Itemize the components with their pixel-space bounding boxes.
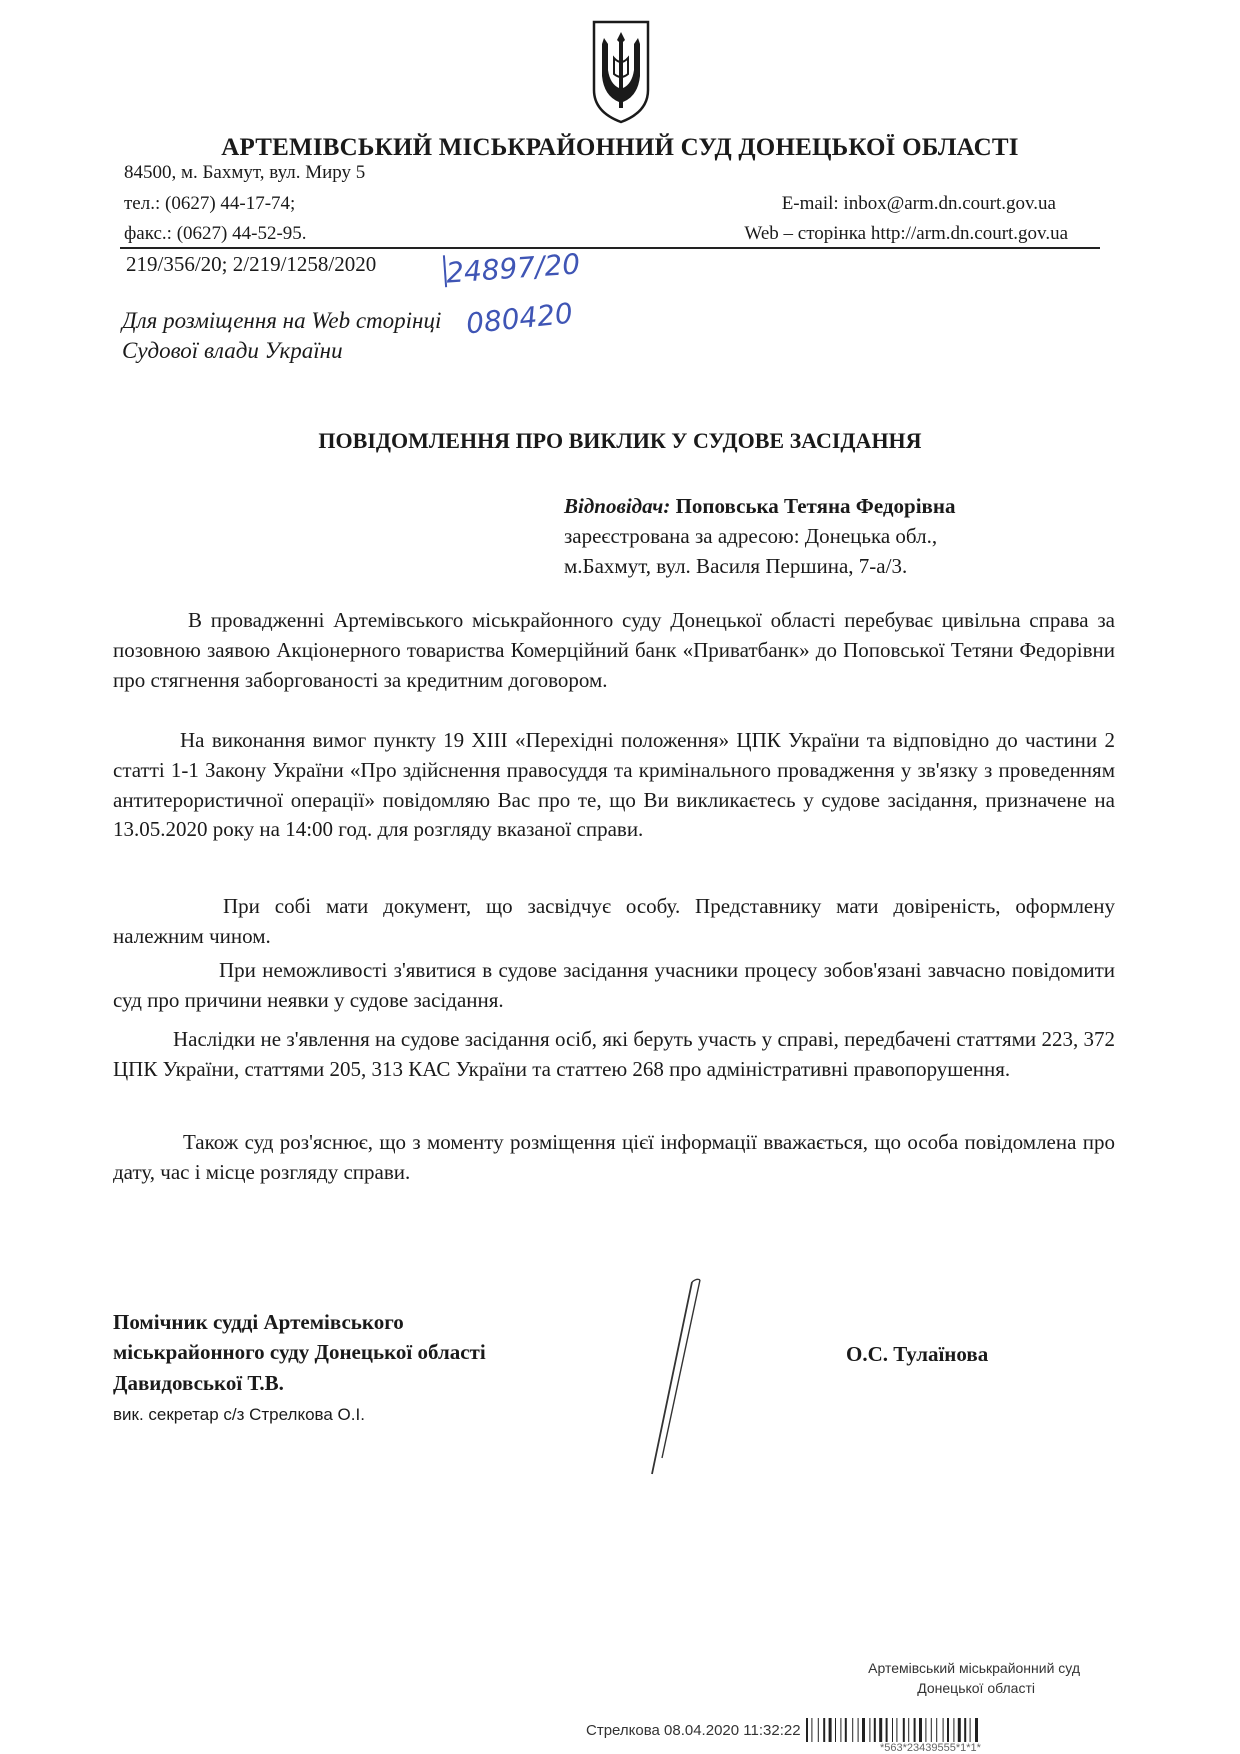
barcode-bar: [862, 1718, 865, 1742]
publication-note-line2: Судової влади України: [122, 338, 343, 363]
body-paragraph-6: Також суд роз'яснює, що з моменту розміщення цієї інформації вважається, що особа повідомлена про дату, час і місце розгляду справи.: [113, 1130, 1115, 1184]
signer-position-line1: Помічник судді Артемівського: [113, 1310, 404, 1334]
barcode-bar: [858, 1718, 859, 1742]
barcode-bar: [835, 1718, 836, 1742]
body-paragraph-5: Наслідки не з'явлення на судове засідання осіб, які беруть участь у справі, передбачені статтями 223, 372 ЦПК України, статтями 205, 313 КАС України та статтею 268 про адміністративні правопорушення.: [113, 1027, 1115, 1081]
body-paragraph-2: На виконання вимог пункту 19 XIII «Перехідні положення» ЦПК України та відповідно до частини 2 статті 1-1 Закону України «Про здійснення правосуддя та кримінального провадження у зв'язку з проведенням антитерористичної операції» повідомляю Вас про те, що Ви викликаєтесь у судове засідання, призначене на 13.05.2020 року на 14:00 год. для розгляду вказаної справи.: [113, 728, 1115, 842]
court-fax: факс.: (0627) 44-52-95.: [124, 223, 307, 244]
signer-name: О.С. Тулаїнова: [846, 1342, 989, 1366]
respondent-name: Поповська Тетяна Федорівна: [675, 494, 956, 518]
court-email: E-mail: inbox@arm.dn.court.gov.ua: [781, 193, 1056, 214]
barcode-bar: [964, 1718, 966, 1742]
barcode-bar: [914, 1718, 916, 1742]
footer-printed-info: Стрелкова 08.04.2020 11:32:22: [586, 1722, 801, 1739]
barcode-bar: [845, 1718, 847, 1742]
footer-stamp-line1: Артемівський міськрайонний суд: [868, 1660, 1080, 1676]
barcode-bar: [879, 1718, 882, 1742]
barcode-bar: [886, 1718, 888, 1742]
barcode-bar: [919, 1718, 922, 1742]
barcode-bar: [818, 1718, 819, 1742]
barcode-bar: [869, 1718, 870, 1742]
registration-number: 24897/20: [445, 247, 582, 290]
barcode-bar: [892, 1718, 893, 1742]
court-address: 84500, м. Бахмут, вул. Миру 5: [124, 162, 366, 183]
barcode-bar: [896, 1718, 897, 1742]
court-website: Web – сторінка http://arm.dn.court.gov.ua: [744, 223, 1068, 244]
barcode-bar: [975, 1718, 978, 1742]
respondent-line: [564, 494, 955, 519]
signer-position-line3: Давидовської Т.В.: [113, 1371, 284, 1395]
barcode-number: *563*23439555*1*1*: [880, 1742, 981, 1754]
barcode-bar: [823, 1718, 825, 1742]
respondent-address-line1: зареєстрована за адресою: Донецька обл.,: [564, 524, 938, 548]
barcode-bar: [908, 1718, 909, 1742]
barcode-bar: [903, 1718, 905, 1742]
barcode-bar: [829, 1718, 832, 1742]
respondent-address-line2: м.Бахмут, вул. Василя Першина, 7-а/3.: [564, 554, 908, 578]
signer-position-line2: міськрайонного суду Донецької області: [113, 1340, 486, 1364]
publication-note-line1: Для розміщення на Web сторінці: [122, 308, 442, 333]
registration-date: 080420: [464, 296, 575, 341]
footer-stamp-line2: Донецької області: [917, 1680, 1035, 1696]
barcode-bar: [925, 1718, 926, 1742]
barcode-bar: [958, 1718, 961, 1742]
barcode-bar: [874, 1718, 876, 1742]
barcode-bar: [947, 1718, 949, 1742]
document-title: ПОВІДОМЛЕННЯ ПРО ВИКЛИК У СУДОВЕ ЗАСІДАННЯ: [318, 428, 922, 453]
barcode-bar: [811, 1718, 812, 1742]
barcode-bar: [953, 1718, 954, 1742]
case-numbers: 219/356/20; 2/219/1258/2020: [126, 252, 377, 276]
header-divider: [120, 247, 1100, 249]
coat-of-arms-icon: [590, 18, 652, 126]
barcode-bar: [806, 1718, 808, 1742]
body-paragraph-1: В провадженні Артемівського міськрайонного суду Донецької області перебуває цивільна справа за позовною заявою Акціонерного товариства Комерційний банк «Приватбанк» до Поповської Тетяни Федорівни про стягнення заборгованості за кредитним договором.: [113, 608, 1115, 692]
respondent-label: Відповідач:: [564, 494, 671, 518]
barcode-bar: [840, 1718, 841, 1742]
court-phone: тел.: (0627) 44-17-74;: [124, 193, 296, 214]
barcode-bar: [970, 1718, 971, 1742]
court-name: АРТЕМІВСЬКИЙ МІСЬКРАЙОННИЙ СУД ДОНЕЦЬКОЇ ОБЛАСТІ: [221, 134, 1019, 161]
body-paragraph-3: При собі мати документ, що засвідчує особу. Представнику мати довіреність, оформлену належним чином.: [113, 894, 1115, 948]
secretary-note: вик. секретар с/з Стрелкова О.І.: [113, 1405, 365, 1424]
barcode-bar: [936, 1718, 937, 1742]
barcode-bar: [943, 1718, 944, 1742]
body-paragraph-4: При неможливості з'явитися в судове засідання учасники процесу зобов'язані завчасно повідомити суд про причини неявки у судове засідання.: [113, 958, 1115, 1012]
barcode-bar: [931, 1718, 932, 1742]
handwritten-signature: [640, 1278, 710, 1478]
barcode: [806, 1718, 1094, 1742]
barcode-bar: [852, 1718, 853, 1742]
